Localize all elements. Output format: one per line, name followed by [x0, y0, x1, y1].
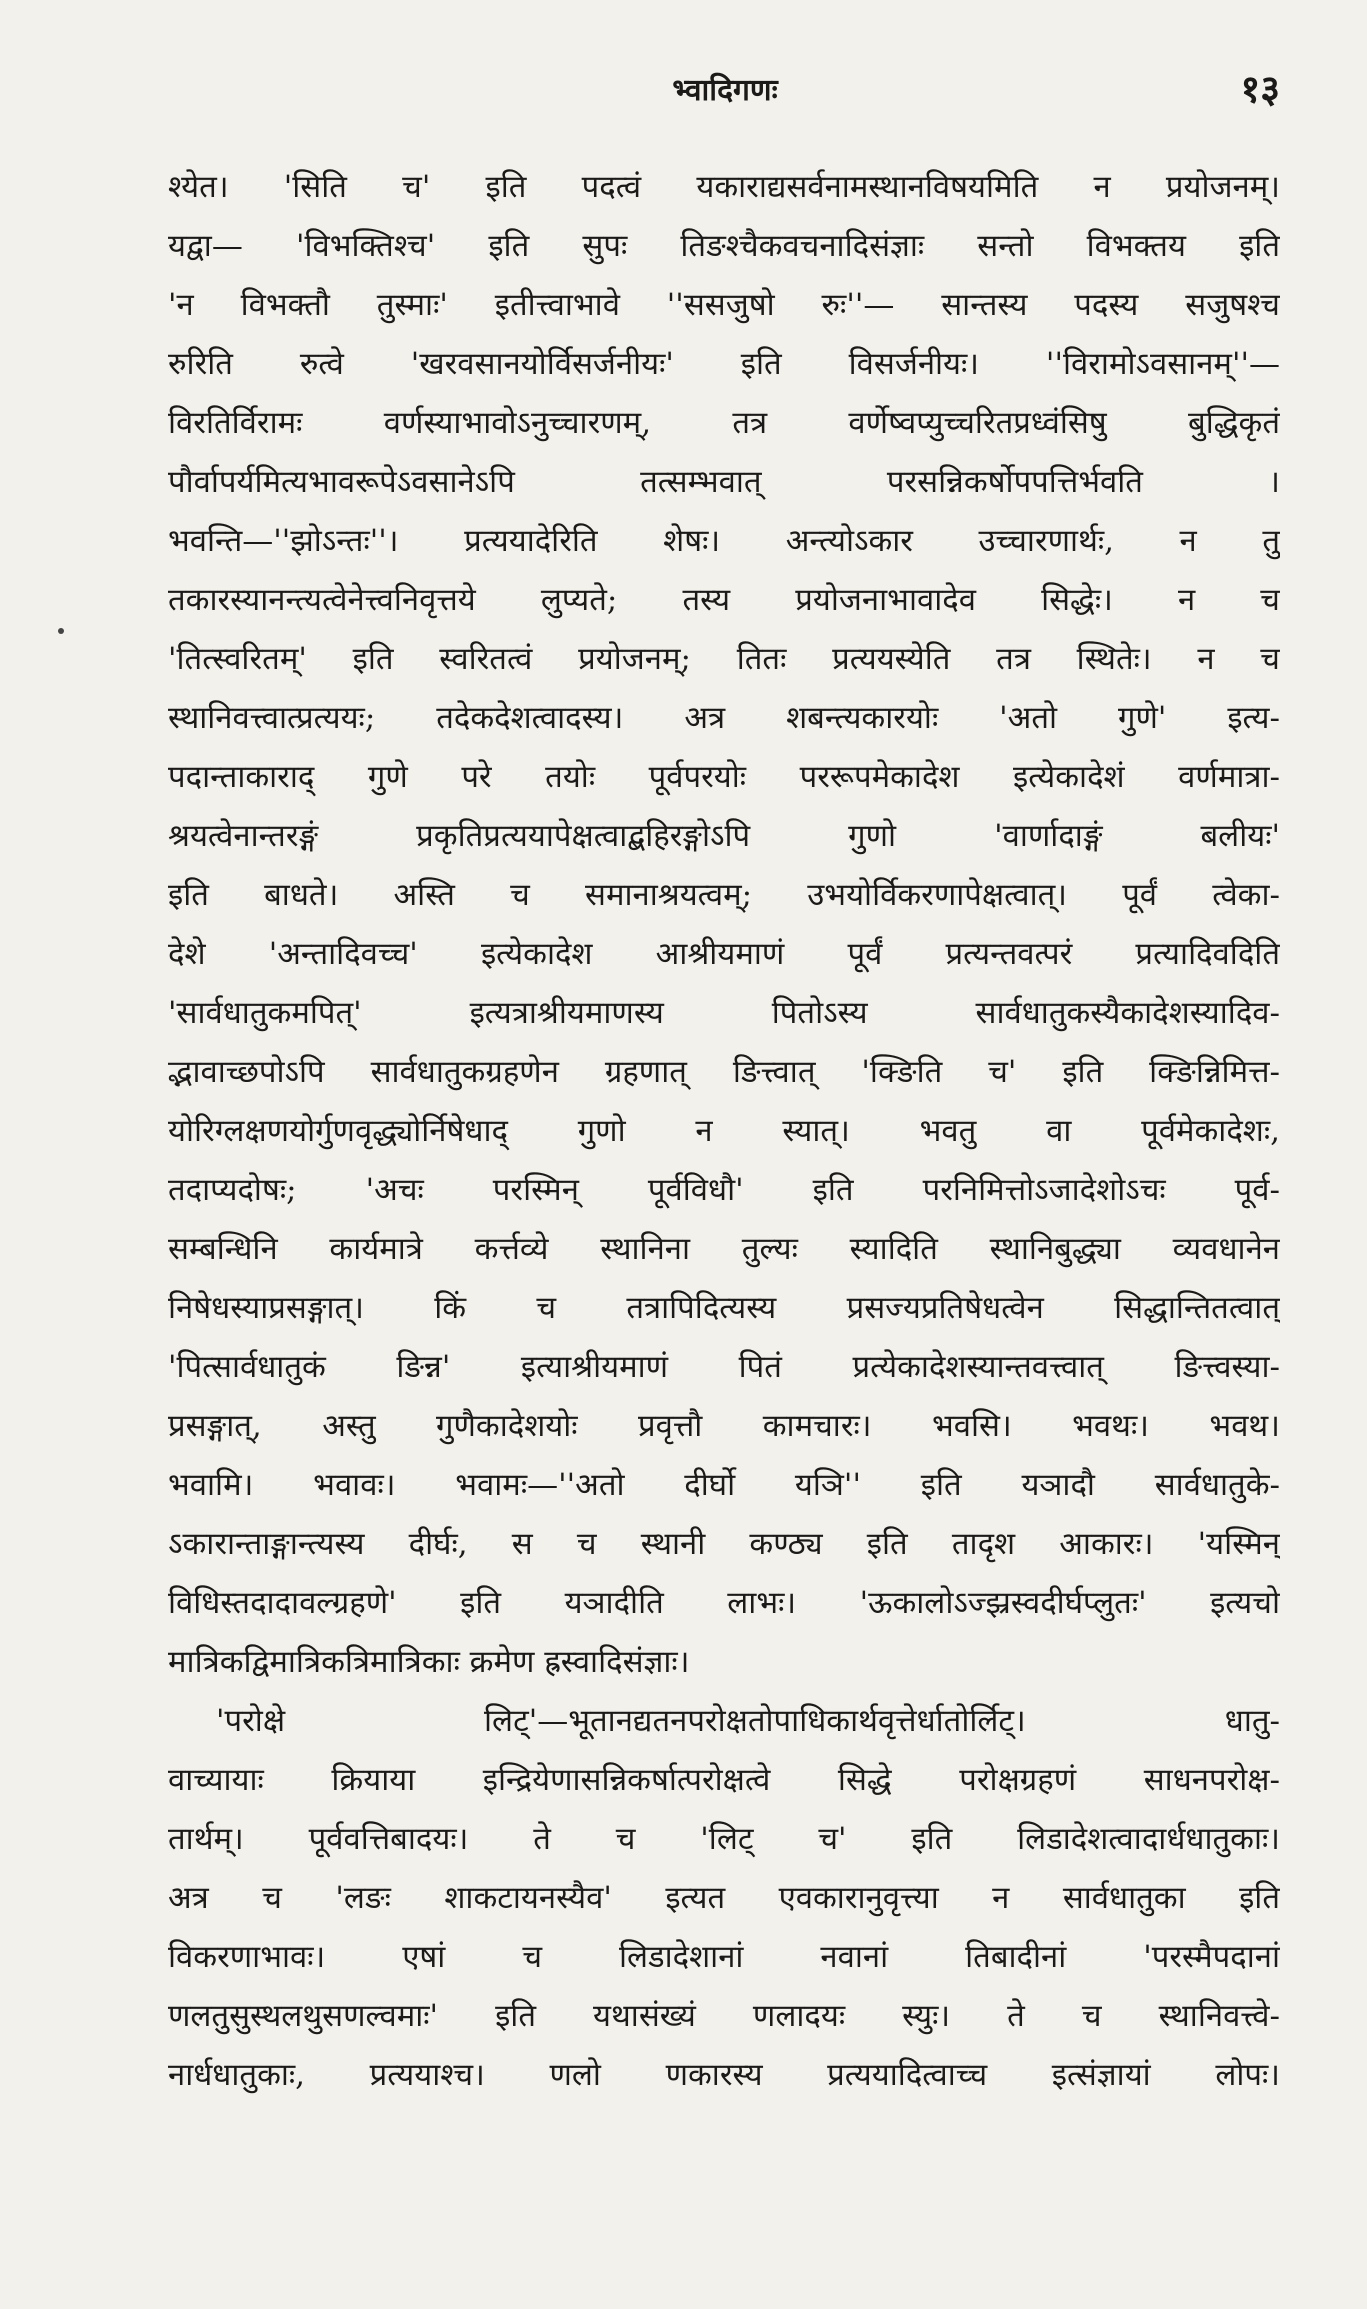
running-head: भ्वादिगणः: [672, 73, 778, 108]
text-line: श्रयत्वेनान्तरङ्गं प्रकृतिप्रत्ययापेक्षत्वाद्बहिरङ्गोऽपि गुणो 'वार्णादाङ्गं बलीयः': [168, 818, 1280, 854]
text-line: रुरिति रुत्वे 'खरवसानयोर्विसर्जनीयः' इति विसर्जनीयः। ''विरामोऽवसानम्''—: [168, 346, 1280, 382]
text-line: अत्र च 'लङः शाकटायनस्यैव' इत्यत एवकारानुवृत्त्या न सार्वधातुका इति: [168, 1880, 1280, 1916]
text-line: विकरणाभावः। एषां च लिडादेशानां नवानां तिबादीनां 'परस्मैपदानां: [168, 1939, 1280, 1975]
text-line: 'न विभक्तौ तुस्माः' इतीत्त्वाभावे ''ससजुषो रुः''— सान्तस्य पदस्य सजुषश्च: [168, 287, 1280, 323]
text-line: 'पित्सार्वधातुकं ङिन्न' इत्याश्रीयमाणं पितं प्रत्येकादेशस्यान्तवत्त्वात् ङित्त्वस्या-: [168, 1349, 1280, 1385]
text-line: तदाप्यदोषः; 'अचः परस्मिन् पूर्वविधौ' इति परनिमित्तोऽजादेशोऽचः पूर्व-: [168, 1172, 1280, 1208]
text-line: निषेधस्याप्रसङ्गात्। किं च तत्रापिदित्यस्य प्रसज्यप्रतिषेधत्वेन सिद्धान्तितत्वात्: [168, 1290, 1280, 1326]
text-line: भवन्ति—''झोऽन्तः''। प्रत्ययादेरिति शेषः। अन्त्योऽकार उच्चारणार्थः, न तु: [168, 523, 1280, 559]
text-line: देशे 'अन्तादिवच्च' इत्येकादेश आश्रीयमाणं पूर्वं प्रत्यन्तवत्परं प्रत्यादिवदिति: [168, 936, 1280, 972]
text-line: भवामि। भवावः। भवामः—''अतो दीर्घो यञि'' इति यञादौ सार्वधातुके-: [168, 1467, 1280, 1503]
margin-dot: [58, 628, 64, 634]
text-line: तार्थम्। पूर्ववत्तिबादयः। ते च 'लिट् च' इति लिडादेशत्वादार्धधातुकाः।: [168, 1821, 1280, 1857]
text-line: श्येत। 'सिति च' इति पदत्वं यकाराद्यसर्वनामस्थानविषयमिति न प्रयोजनम्।: [168, 169, 1280, 205]
text-line: मात्रिकद्विमात्रिकत्रिमात्रिकाः क्रमेण ह्रस्वादिसंज्ञाः।: [168, 1644, 690, 1680]
text-line: प्रसङ्गात्, अस्तु गुणैकादेशयोः प्रवृत्तौ कामचारः। भवसि। भवथः। भवथ।: [168, 1408, 1280, 1444]
text-line: तकारस्यानन्त्यत्वेनेत्त्वनिवृत्तये लुप्यते; तस्य प्रयोजनाभावादेव सिद्धेः। न च: [168, 582, 1280, 618]
text-line: पदान्ताकाराद् गुणे परे तयोः पूर्वपरयोः पररूपमेकादेश इत्येकादेशं वर्णमात्रा-: [168, 759, 1280, 795]
text-line: वाच्यायाः क्रियाया इन्द्रियेणासन्निकर्षात्परोक्षत्वे सिद्धे परोक्षग्रहणं साधनपरोक्ष-: [168, 1762, 1280, 1798]
text-line: योरिग्लक्षणयोर्गुणवृद्ध्योर्निषेधाद् गुणो न स्यात्। भवतु वा पूर्वमेकादेशः,: [168, 1113, 1280, 1149]
text-line: ऽकारान्ताङ्गान्त्यस्य दीर्घः, स च स्थानी कण्ठ्य इति तादृश आकारः। 'यस्मिन्: [168, 1526, 1280, 1562]
text-line: स्थानिवत्त्वात्प्रत्ययः; तदेकदेशत्वादस्य। अत्र शबन्त्यकारयोः 'अतो गुणे' इत्य-: [168, 700, 1280, 736]
text-line: विरतिर्विरामः वर्णस्याभावोऽनुच्चारणम्, तत्र वर्णेष्वप्युच्चरितप्रध्वंसिषु बुद्धिकृतं: [168, 405, 1280, 441]
text-line: 'परोक्षे लिट्'—भूतानद्यतनपरोक्षतोपाधिकार्थवृत्तेर्धातोर्लिट्। धातु-: [216, 1703, 1280, 1739]
text-line: सम्बन्धिनि कार्यमात्रे कर्त्तव्ये स्थानिना तुल्यः स्यादिति स्थानिबुद्ध्या व्यवधानेन: [168, 1231, 1280, 1267]
text-line: इति बाधते। अस्ति च समानाश्रयत्वम्; उभयोर्विकरणापेक्षत्वात्। पूर्वं त्वेका-: [168, 877, 1280, 913]
text-line: 'तित्स्वरितम्' इति स्वरितत्वं प्रयोजनम्; तितः प्रत्ययस्येति तत्र स्थितेः। न च: [168, 641, 1280, 677]
text-line: पौर्वापर्यमित्यभावरूपेऽवसानेऽपि तत्सम्भवात् परसन्निकर्षोपपत्तिर्भवति ।: [168, 464, 1280, 500]
text-line: नार्धधातुकाः, प्रत्ययाश्च। णलो णकारस्य प्रत्ययादित्वाच्च इत्संज्ञायां लोपः।: [168, 2057, 1280, 2093]
body-text: [168, 158, 1280, 2105]
text-line: विधिस्तदादावल्ग्रहणे' इति यञादीति लाभः। 'ऊकालोऽज्झ्रस्वदीर्घप्लुतः' इत्यचो: [168, 1585, 1280, 1621]
text-line: 'सार्वधातुकमपित्' इत्यत्राश्रीयमाणस्य पितोऽस्य सार्वधातुकस्यैकादेशस्यादिव-: [168, 995, 1280, 1031]
page-header: [170, 62, 1280, 112]
text-line: णलतुसुस्थलथुसणल्वमाः' इति यथासंख्यं णलादयः स्युः। ते च स्थानिवत्त्वे-: [168, 1998, 1280, 2034]
text-line: यद्वा— 'विभक्तिश्च' इति सुपः तिङश्चैकवचनादिसंज्ञाः सन्तो विभक्तय इति: [168, 228, 1280, 264]
page-number: १३: [1240, 66, 1280, 111]
text-line: द्भावाच्छपोऽपि सार्वधातुकग्रहणेन ग्रहणात् ङित्त्वात् 'क्ङिति च' इति क्ङिन्निमित्त-: [168, 1054, 1280, 1090]
